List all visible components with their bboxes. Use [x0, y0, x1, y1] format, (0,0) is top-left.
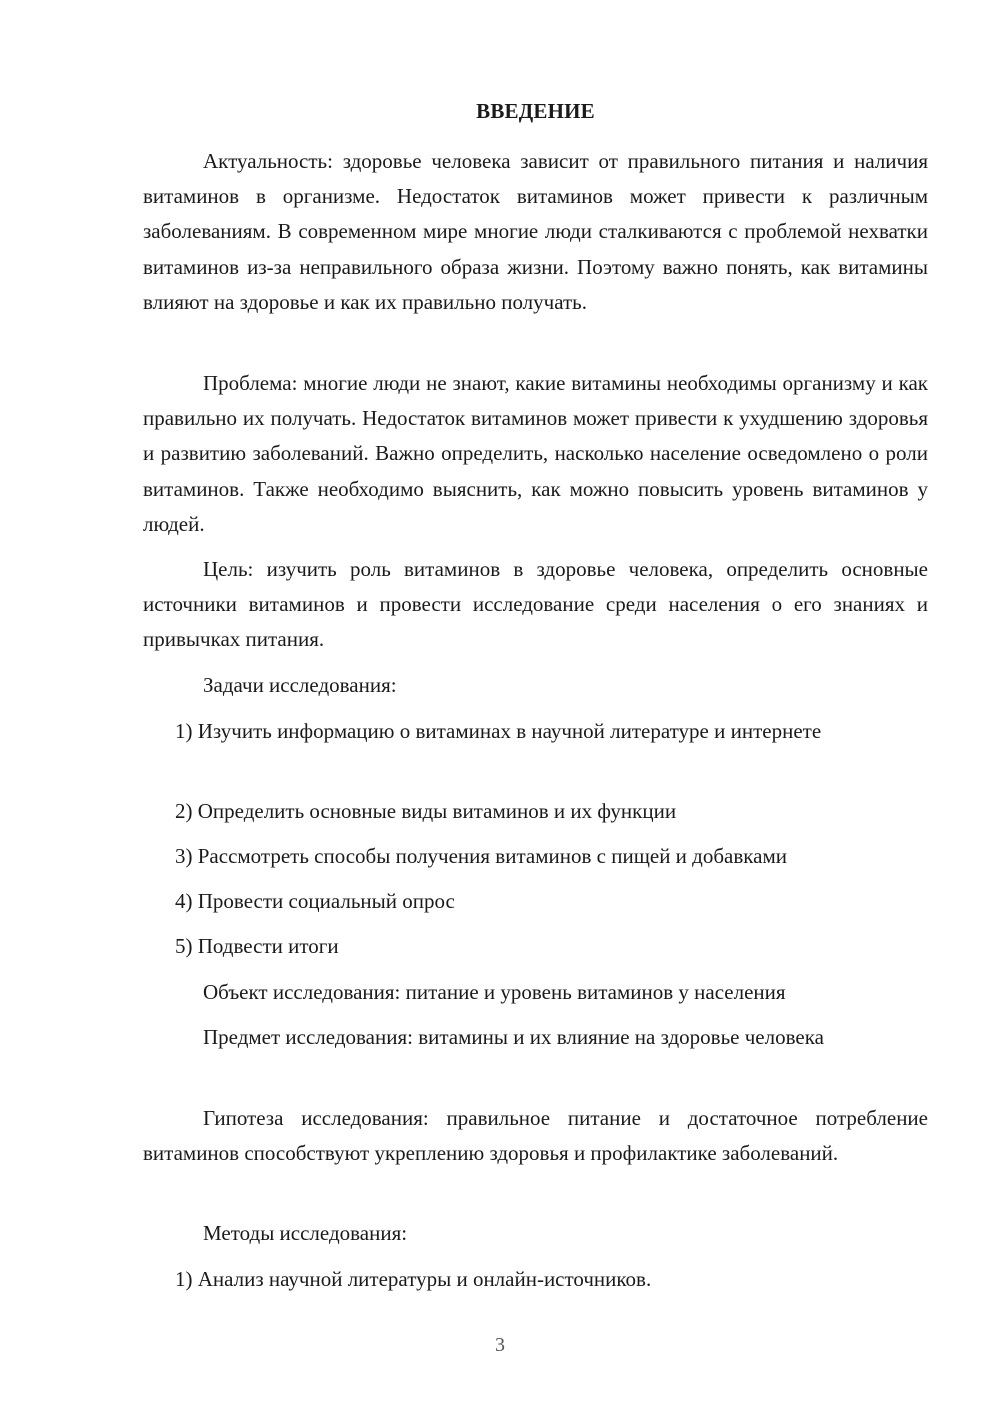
- object-paragraph: Объект исследования: питание и уровень витаминов у населения: [203, 980, 786, 1004]
- tasks-heading: Задачи исследования:: [203, 673, 397, 697]
- task-item-1: 1) Изучить информацию о витаминах в научной литературе и интернете: [175, 719, 822, 743]
- method-item-1: 1) Анализ научной литературы и онлайн-источников.: [175, 1267, 652, 1291]
- subject-paragraph: Предмет исследования: витамины и их влияние на здоровье человека: [203, 1025, 824, 1049]
- task-item-2: 2) Определить основные виды витаминов и их функции: [175, 799, 677, 823]
- methods-heading: Методы исследования:: [203, 1221, 408, 1245]
- task-item-4: 4) Провести социальный опрос: [175, 889, 455, 913]
- hypothesis-paragraph: Гипотеза исследования: правильное питание и достаточное потребление витаминов способствуют укреплению здоровья и профилактике заболеваний.: [143, 1106, 928, 1166]
- task-item-5: 5) Подвести итоги: [175, 934, 339, 958]
- section-title: ВВЕДЕНИЕ: [476, 99, 595, 123]
- problem-paragraph: Проблема: многие люди не знают, какие витамины необходимы организму и как правильно их получать. Недостаток витаминов может привести к ухудшению здоровья и развитию заболеваний. Важно определить, насколько население осведомлено о роли витаминов. Также необходимо выяснить, как можно повысить уровень витаминов у людей.: [143, 371, 928, 536]
- task-item-3: 3) Рассмотреть способы получения витаминов с пищей и добавками: [175, 844, 788, 868]
- relevance-paragraph: Актуальность: здоровье человека зависит от правильного питания и наличия витаминов в организме. Недостаток витаминов может привести к различным заболеваниям. В современном мире многие люди сталкиваются с проблемой нехватки витаминов из-за неправильного образа жизни. Поэтому важно понять, как витамины влияют на здоровье и как их правильно получать.: [143, 149, 928, 314]
- goal-paragraph: Цель: изучить роль витаминов в здоровье человека, определить основные источники витаминов и провести исследование среди населения о его знаниях и привычках питания.: [143, 557, 928, 652]
- page-number: 3: [495, 1334, 505, 1356]
